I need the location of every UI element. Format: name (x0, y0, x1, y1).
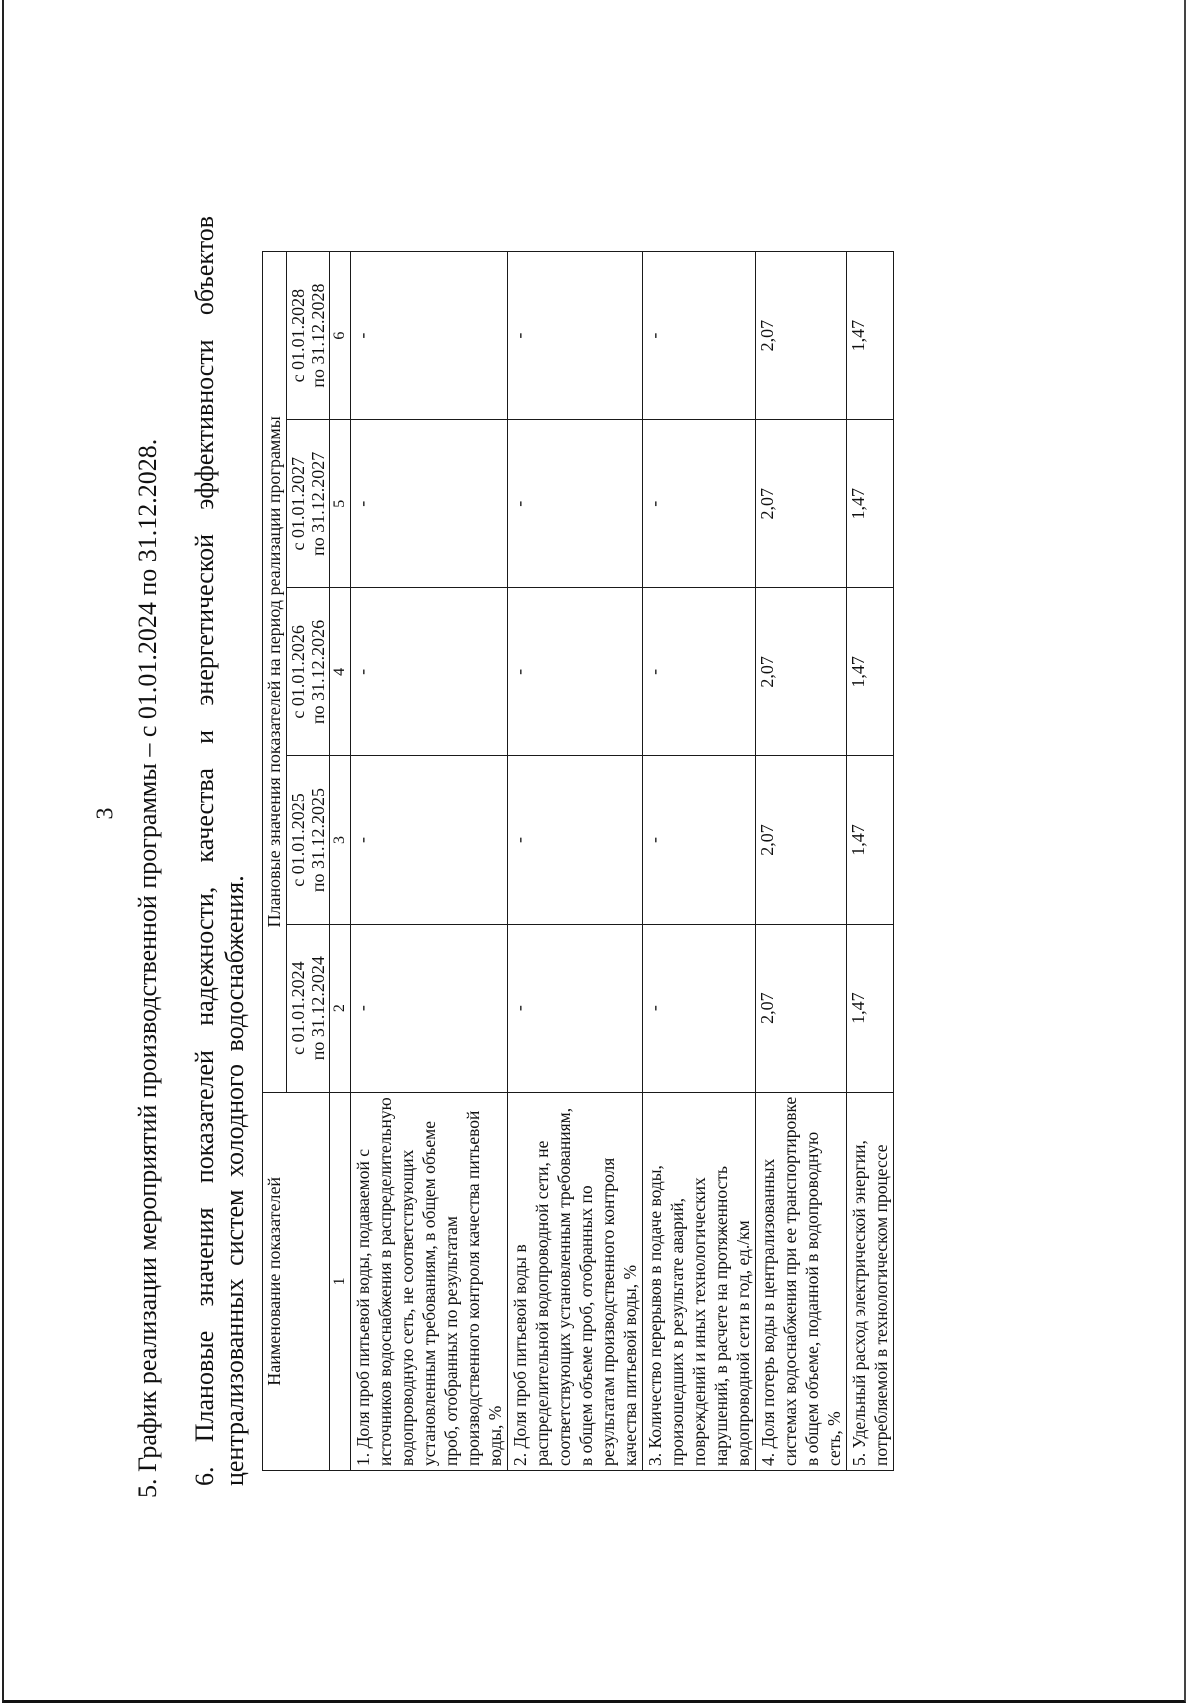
indicators-table (262, 251, 894, 1471)
indicator-value: 1,47 (847, 756, 894, 924)
column-number: 6 (330, 252, 351, 420)
indicator-name: 2. Доля проб питьевой воды в распределительной водопроводной сети, не соответствующих установленным требованиям, в общем объеме проб, отобранных по результатам производственного контроля качества питьевой воды, % (508, 1092, 643, 1470)
column-number: 3 (330, 756, 351, 924)
period-header: с 01.01.2024 по 31.12.2024 (287, 924, 330, 1092)
indicator-value: 2,07 (756, 420, 847, 588)
indicator-value: - (508, 588, 643, 756)
indicator-name: 1. Доля проб питьевой воды, подаваемой с источников водоснабжения в распределительную водопроводную сеть, не соответствующих установленным требованиям, в общем объеме проб, отобранных по результатам производственного контроля качества питьевой воды, % (351, 1092, 508, 1470)
indicator-value: - (643, 420, 756, 588)
indicator-value: - (351, 420, 508, 588)
column-number: 4 (330, 588, 351, 756)
table-row (508, 252, 643, 1471)
indicator-value: - (351, 924, 508, 1092)
page-number: 3 (92, 807, 119, 820)
period-header: с 01.01.2028 по 31.12.2028 (287, 252, 330, 420)
table-row (643, 252, 756, 1471)
column-number-row (330, 252, 351, 1471)
indicator-name: 4. Доля потерь воды в централизованных системах водоснабжения при ее транспортировке в общем объеме, поданной в водопроводную сеть, % (756, 1092, 847, 1470)
period-header: с 01.01.2027 по 31.12.2027 (287, 420, 330, 588)
indicator-value: 1,47 (847, 588, 894, 756)
indicator-value: 2,07 (756, 252, 847, 420)
section-6-heading: 6. Плановые значения показателей надежности, качества и энергетической эффективности объектов централизованных систем холодного водоснабжения. (190, 216, 249, 1486)
indicator-value: - (643, 588, 756, 756)
table-row (756, 252, 847, 1471)
planned-values-header: Плановые значения показателей на период реализации программы (263, 252, 287, 1093)
indicator-value: 2,07 (756, 588, 847, 756)
indicator-value: 2,07 (756, 756, 847, 924)
indicator-value: - (508, 756, 643, 924)
period-header: с 01.01.2026 по 31.12.2026 (287, 588, 330, 756)
indicator-name: 3. Количество перерывов в подаче воды, произошедших в результате аварий, повреждений и иных технологических нарушений, в расчете на протяженность водопроводной сети в год, ед./км (643, 1092, 756, 1470)
indicator-value: - (351, 588, 508, 756)
indicator-value: - (643, 924, 756, 1092)
indicator-value: - (643, 756, 756, 924)
section-5-heading: 5. График реализации мероприятий производственной программы – с 01.01.2024 по 31.12.2028. (133, 438, 162, 1498)
indicator-value: - (351, 252, 508, 420)
indicator-value: 1,47 (847, 252, 894, 420)
column-number: 5 (330, 420, 351, 588)
table-header-row (263, 252, 287, 1471)
indicator-value: - (508, 924, 643, 1092)
column-number: 2 (330, 924, 351, 1092)
indicator-value: - (351, 756, 508, 924)
indicator-value: - (508, 420, 643, 588)
indicator-value: 1,47 (847, 420, 894, 588)
indicator-value: - (643, 252, 756, 420)
column-number: 1 (330, 1092, 351, 1470)
indicator-name: 5. Удельный расход электрической энергии, потребляемой в технологическом процессе (847, 1092, 894, 1470)
table-row (351, 252, 508, 1471)
indicator-value: - (508, 252, 643, 420)
indicator-value: 1,47 (847, 924, 894, 1092)
indicator-value: 2,07 (756, 924, 847, 1092)
period-header: с 01.01.2025 по 31.12.2025 (287, 756, 330, 924)
table-row (847, 252, 894, 1471)
name-column-header: Наименование показателей (263, 1092, 330, 1470)
